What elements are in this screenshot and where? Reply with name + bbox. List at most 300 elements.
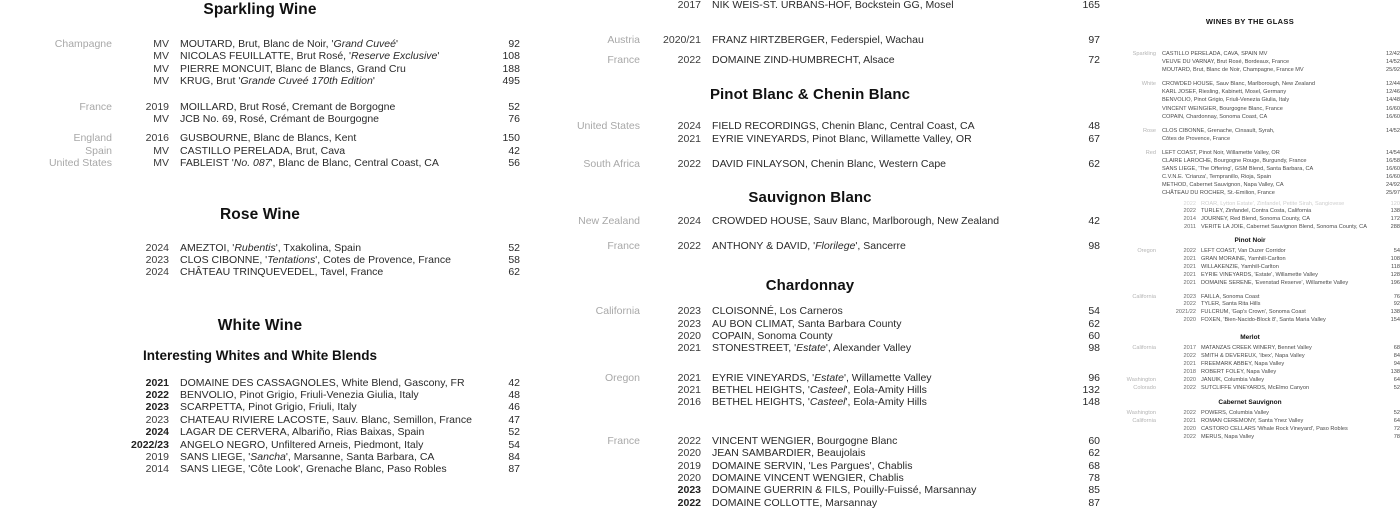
row-name: JCB No. 69, Rosé, Crémant de Bourgogne [180, 112, 380, 125]
row-name: MERUS, Napa Valley [1201, 434, 1255, 441]
row-name: DOMAINE COLLOTTE, Marsannay [712, 496, 878, 509]
row-region [1100, 174, 1162, 182]
table-row[interactable] [520, 158, 1100, 170]
row-region: United States [48, 157, 112, 170]
row-price: 54 [1393, 248, 1400, 255]
table-row[interactable] [0, 414, 520, 426]
row-price: 52 [508, 426, 520, 439]
list-item[interactable] [1100, 280, 1400, 288]
row-price: 42 [1088, 215, 1100, 228]
row-vintage: 2022 [1183, 434, 1196, 441]
row-price: 12/46 [1386, 89, 1400, 96]
row-name: CASTORO CELLARS 'Whale Rock Vineyard', Paso Robles [1201, 426, 1348, 433]
row-region: Oregon [1137, 248, 1156, 255]
row-region [1100, 136, 1162, 144]
table-row[interactable] [0, 242, 520, 254]
row-name: GRAN MORAINE, Yamhill-Carlton [1201, 255, 1286, 262]
table-row[interactable] [0, 377, 520, 389]
list-item[interactable] [1100, 369, 1400, 377]
list-item[interactable] [1100, 106, 1400, 114]
list-item[interactable] [1100, 158, 1400, 166]
row-price: 128 [1390, 271, 1400, 278]
list-item[interactable] [1100, 301, 1400, 309]
row-price: 12/42 [1386, 51, 1400, 57]
list-item[interactable] [1100, 67, 1400, 75]
row-region: France [607, 239, 640, 252]
row-vintage: 2021 [1183, 360, 1196, 367]
row-name-main: EYRIE VINEYARDS, ' [712, 371, 815, 384]
row-price: 92 [508, 38, 520, 50]
list-item[interactable] [1100, 418, 1400, 426]
row-vintage: 2016 [677, 396, 701, 409]
row-region: Austria [607, 34, 640, 47]
row-name-em: Grand Cuveé [333, 38, 396, 50]
row-name: FAILLA, Sonoma Coast [1201, 293, 1260, 300]
row-vintage: 2023 [145, 413, 169, 426]
table-row[interactable] [0, 50, 520, 62]
list-item[interactable] [1100, 377, 1400, 385]
row-price: 150 [502, 132, 520, 145]
row-price: 87 [1088, 496, 1100, 509]
row-price: 138 [1390, 368, 1400, 375]
row-vintage: 2024 [145, 241, 169, 254]
row-name: VINCENT WENGIER, Bourgogne Blanc [712, 434, 898, 447]
row-region [520, 396, 649, 408]
row-region: France [79, 100, 112, 113]
row-vintage: 2022 [677, 434, 701, 447]
row-spacer [520, 228, 1100, 240]
row-name: ANGELO NEGRO, Unfiltered Arneis, Piedmont, Italy [180, 438, 424, 451]
wines-by-the-glass-title: WINES BY THE GLASS [1205, 17, 1295, 26]
row-name [712, 342, 1056, 354]
row-region [520, 133, 649, 145]
table-row[interactable] [0, 132, 520, 144]
section-title-merlot: Merlot [1240, 334, 1260, 342]
row-region [1100, 89, 1162, 97]
row-vintage: 2022 [1183, 384, 1196, 391]
row-name-tail: ', Eola-Amity Hills [845, 396, 927, 409]
row-price: 72 [1088, 53, 1100, 66]
list-item[interactable] [1100, 248, 1400, 256]
row-region [520, 460, 649, 472]
row-region [520, 497, 649, 509]
row-region [0, 50, 121, 62]
table-row[interactable] [520, 460, 1100, 472]
row-price: 62 [1088, 157, 1100, 170]
list-item[interactable] [1100, 136, 1400, 144]
row-region [0, 414, 121, 426]
table-row[interactable] [0, 254, 520, 266]
table-row[interactable] [0, 38, 520, 50]
row-vintage: 2022 [1183, 301, 1196, 308]
row-name: SANS LIEGE, 'Côte Look', Grenache Blanc, Paso Robles [180, 463, 447, 476]
section-title-sauvignon-blanc: Sauvignon Blanc [748, 189, 872, 207]
table-row[interactable] [0, 101, 520, 113]
row-region [1100, 369, 1162, 377]
row-region [520, 342, 649, 354]
table-row[interactable] [0, 389, 520, 401]
row-name-em: Sancha [250, 451, 286, 464]
row-name: DOMAINE ZIND-HUMBRECHT, Alsace [712, 53, 895, 66]
row-region: South Africa [583, 157, 640, 170]
row-vintage: 2021 [1183, 418, 1196, 425]
section-title-pinot-blanc-chenin-blanc: Pinot Blanc & Chenin Blanc [709, 86, 911, 104]
list-item[interactable] [1100, 385, 1400, 393]
table-row[interactable] [520, 54, 1100, 66]
row-vintage: 2022 [677, 53, 701, 66]
table-row[interactable] [0, 463, 520, 475]
list-item[interactable] [1100, 208, 1400, 216]
row-region [1100, 67, 1162, 75]
row-name: SANS LIEGE, 'The Offering', GSM Blend, Santa Barbara, CA [1162, 166, 1314, 173]
column-left [0, 0, 520, 476]
row-name [180, 38, 478, 50]
table-row[interactable] [0, 63, 520, 75]
row-vintage: 2019 [145, 100, 169, 113]
list-item[interactable] [1100, 97, 1400, 105]
row-region [0, 254, 121, 266]
row-vintage: 2022 [677, 239, 701, 252]
row-price: 25/92 [1386, 67, 1400, 74]
row-region [1100, 190, 1162, 198]
list-item[interactable] [1100, 150, 1400, 158]
row-vintage: MV [153, 75, 169, 88]
row-name: ROBERT FOLEY, Napa Valley [1201, 368, 1277, 375]
row-price: 60 [1088, 434, 1100, 447]
rose-wine-table [0, 242, 520, 279]
table-row[interactable] [0, 426, 520, 438]
row-region: Spain [85, 144, 112, 157]
row-region [0, 75, 121, 87]
row-region: United States [576, 120, 640, 133]
table-row[interactable] [520, 372, 1100, 384]
row-name: EYRIE VINEYARDS, Pinot Blanc, Willamette Valley, OR [712, 132, 972, 145]
list-item[interactable] [1100, 272, 1400, 280]
row-name-continuation: Côtes de Provence, France [1162, 135, 1231, 142]
row-name: DOMAINE SERVIN, 'Les Pargues', Chablis [712, 459, 913, 472]
row-region: Oregon [604, 371, 640, 384]
table-row[interactable] [0, 145, 520, 157]
row-region: New Zealand [578, 215, 640, 228]
table-row[interactable] [0, 113, 520, 125]
row-vintage: 2021 [1183, 255, 1196, 262]
table-row[interactable] [520, 240, 1100, 252]
row-name [1201, 442, 1366, 450]
table-row[interactable] [520, 447, 1100, 459]
row-region: Colorado [1133, 384, 1156, 391]
row-vintage: 2017 [677, 0, 701, 11]
row-region [1100, 224, 1162, 232]
row-region [1100, 158, 1162, 166]
row-vintage: 2023 [145, 253, 169, 266]
row-vintage: 2022 [1183, 248, 1196, 255]
row-name: SUTCLIFFE VINEYARDS, McElmo Canyon [1201, 384, 1310, 391]
sparkling-wine-table [0, 38, 520, 170]
row-name: EYRIE VINEYARDS, 'Estate', Willamette Valley [1201, 271, 1318, 278]
row-vintage: 2021 [677, 132, 701, 145]
row-region [1100, 216, 1162, 224]
table-row[interactable] [520, 215, 1100, 227]
cabernet-sauvignon-table [1100, 410, 1400, 449]
section-title-cabernet-sauvignon: Cabernet Sauvignon [1218, 399, 1282, 407]
row-price: 16/60 [1386, 105, 1400, 112]
row-price: 62 [508, 266, 520, 279]
list-item[interactable] [1100, 434, 1400, 442]
list-item[interactable] [1100, 114, 1400, 122]
row-region [1100, 114, 1162, 122]
row-price: 58 [508, 253, 520, 266]
list-item[interactable] [1100, 426, 1400, 434]
row-name-main: MOUTARD, Brut, Blanc de Noir, ' [180, 38, 334, 50]
row-region [1100, 106, 1162, 114]
row-region: Rose [1142, 127, 1156, 134]
list-item[interactable] [1100, 317, 1400, 325]
row-price: 14/52 [1386, 59, 1400, 66]
table-row[interactable] [520, 305, 1100, 317]
row-price: 62 [1088, 317, 1100, 330]
row-price: 495 [502, 75, 520, 88]
pinot-blanc-chenin-table [520, 120, 1100, 170]
row-name-tail: ' [395, 38, 398, 50]
list-item[interactable] [1100, 361, 1400, 369]
row-name-main: STONESTREET, ' [712, 342, 797, 355]
row-name-main: AMEZTOI, ' [180, 241, 235, 254]
row-region [0, 451, 121, 463]
row-name-em: Grande Cuveé 170th Edition [240, 75, 373, 88]
table-row[interactable] [520, 330, 1100, 342]
row-price: 48 [1088, 120, 1100, 133]
list-item[interactable] [1100, 216, 1400, 224]
row-region: Washington [1126, 376, 1156, 383]
row-price: 42 [508, 144, 520, 157]
list-item[interactable] [1100, 353, 1400, 361]
row-name: FIELD RECORDINGS, Chenin Blanc, Central Coast, CA [712, 120, 975, 133]
list-item[interactable] [1100, 294, 1400, 302]
row-name-em: No. 087 [233, 157, 271, 170]
table-row[interactable] [0, 266, 520, 278]
row-price: 56 [508, 157, 520, 170]
list-item[interactable] [1100, 81, 1400, 89]
row-name [712, 396, 1056, 408]
chardonnay-table [520, 305, 1100, 509]
list-item[interactable] [1100, 89, 1400, 97]
row-price: 132 [1082, 384, 1100, 397]
row-name: ROMAN CEREMONY, Santa Ynez Valley [1201, 418, 1304, 425]
row-price: 172 [1390, 216, 1400, 223]
row-name: CHATEAU RIVIERE LACOSTE, Sauv. Blanc, Semillon, France [180, 413, 472, 426]
row-price: 16/60 [1386, 166, 1400, 173]
row-name: TYLER, Santa Rita Hills [1201, 301, 1261, 308]
table-row[interactable] [520, 342, 1100, 354]
row-vintage: 2023 [677, 317, 701, 330]
row-price: 68 [1088, 459, 1100, 472]
row-region [1100, 208, 1162, 216]
row-region [0, 389, 121, 401]
row-region [1100, 272, 1162, 280]
table-row[interactable] [520, 435, 1100, 447]
sauvignon-blanc-table [520, 215, 1100, 252]
row-vintage: 2021 [1183, 263, 1196, 270]
row-price: 165 [1082, 0, 1100, 11]
list-item[interactable] [1100, 256, 1400, 264]
row-region: California [1132, 293, 1156, 300]
row-region [0, 266, 121, 278]
table-row[interactable] [520, 396, 1100, 408]
row-price: 154 [1390, 317, 1400, 324]
list-item[interactable] [1100, 128, 1400, 136]
row-vintage: 2020/21 [663, 34, 701, 47]
row-region [1100, 280, 1162, 288]
row-name-em: Estate [814, 371, 844, 384]
row-price: 14/48 [1386, 97, 1400, 104]
row-price: 42 [508, 376, 520, 389]
row-spacer [520, 11, 1100, 34]
list-item[interactable] [1100, 190, 1400, 198]
row-vintage: 2022 [1183, 208, 1196, 215]
row-price: 67 [1088, 132, 1100, 145]
list-item-faded[interactable] [1100, 201, 1400, 209]
row-vintage: 2022 [677, 157, 701, 170]
list-item[interactable] [1100, 59, 1400, 67]
row-name-main: KRUG, Brut ' [180, 75, 241, 88]
row-price: 24/92 [1386, 182, 1400, 189]
row-name-em: Estate [796, 342, 826, 355]
row-name [180, 75, 478, 87]
row-price: 118 [1391, 263, 1400, 270]
list-item[interactable] [1100, 442, 1400, 450]
row-region [520, 330, 649, 342]
row-region: Champagne [54, 38, 112, 50]
row-name [712, 384, 1056, 396]
row-name-tail: ', Blanc de Blanc, Central Coast, CA [270, 157, 439, 170]
row-name: CASTILLO PERELADA, Brut, Cava [180, 144, 346, 157]
row-spacer [520, 355, 1100, 372]
row-vintage: 2021 [677, 342, 701, 355]
row-vintage: 2023 [145, 401, 169, 414]
table-row[interactable] [0, 157, 520, 169]
row-name: SMITH & DEVEREUX, 'Ibex', Napa Valley [1201, 352, 1305, 359]
list-item[interactable] [1100, 166, 1400, 174]
table-row[interactable] [0, 401, 520, 413]
row-name: CHÂTEAU DU ROCHER, St.-Emilion, France [1162, 190, 1275, 197]
row-name: WILLAKENZIE, Yamhill-Carlton [1201, 263, 1279, 270]
row-region [1100, 442, 1162, 450]
row-region [1100, 317, 1162, 325]
row-name: CLOISONNÉ, Los Carneros [712, 305, 843, 318]
row-vintage: 2024 [145, 426, 169, 439]
row-price: 52 [508, 100, 520, 113]
row-vintage: 2022/23 [131, 438, 169, 451]
row-price: 84 [508, 451, 520, 464]
row-price: 52 [508, 241, 520, 254]
list-item[interactable] [1100, 410, 1400, 418]
row-region [1100, 434, 1162, 442]
section-title-rose-wine: Rose Wine [220, 205, 300, 223]
row-name-main: ANTHONY & DAVID, ' [712, 239, 816, 252]
row-name: MATANZAS CREEK WINERY, Bennet Valley [1201, 345, 1312, 352]
table-row[interactable] [0, 439, 520, 451]
row-region [0, 439, 121, 451]
table-row[interactable] [0, 451, 520, 463]
row-name: COPAIN, Sonoma County [712, 329, 833, 342]
row-name-em: Casteel [809, 396, 846, 409]
row-region [1100, 59, 1162, 67]
row-name-tail: ', Cotes de Provence, France [315, 253, 451, 266]
row-name: DOMAINE DES CASSAGNOLES, White Blend, Gascony, FR [180, 376, 465, 389]
row-price: 16/60 [1386, 113, 1400, 120]
row-price: 47 [508, 413, 520, 426]
row-region [1100, 166, 1162, 174]
row-region [520, 384, 649, 396]
row-price: 288 [1390, 224, 1400, 231]
row-name: ROAR, Lytton Estate', Zinfandel, Petite Sirah, Sangiovese [1201, 200, 1345, 207]
table-row[interactable] [520, 120, 1100, 132]
subsection-title-interesting-whites: Interesting Whites and White Blends [142, 347, 377, 363]
row-name [180, 242, 478, 254]
row-price: 76 [1393, 293, 1400, 300]
riesling-tail-table [520, 0, 1100, 66]
row-vintage: 2019 [145, 451, 169, 464]
row-vintage: MV [153, 144, 169, 157]
table-row[interactable] [520, 472, 1100, 484]
table-row[interactable] [520, 497, 1100, 509]
row-spacer [520, 47, 1100, 54]
row-name: CLAIRE LAROCHE, Bourgogne Rouge, Burgundy, France [1162, 158, 1307, 165]
table-row[interactable] [520, 0, 1100, 11]
row-name: C.V.N.E. 'Crianza', Tempranillo, Rioja, Spain [1162, 174, 1272, 181]
row-name: VEUVE DU VARNAY, Brut Rosé, Bordeaux, France [1162, 59, 1290, 66]
row-name: SCARPETTA, Pinot Grigio, Friuli, Italy [180, 401, 357, 414]
row-name [180, 50, 478, 62]
row-vintage: 2024 [145, 266, 169, 279]
list-item[interactable] [1100, 264, 1400, 272]
column-right-wines-by-the-glass [1100, 0, 1400, 450]
list-item[interactable] [1100, 345, 1400, 353]
row-price: 188 [502, 62, 520, 75]
table-row[interactable] [520, 34, 1100, 46]
row-vintage: 2020 [677, 472, 701, 485]
row-vintage: 2014 [145, 463, 169, 476]
row-name: DAVID FINLAYSON, Chenin Blanc, Western Cape [712, 157, 947, 170]
glass-sparkling-table [1100, 51, 1400, 199]
row-price: 98 [1088, 342, 1100, 355]
table-row[interactable] [0, 75, 520, 87]
row-price: 60 [1088, 329, 1100, 342]
row-region [520, 318, 649, 330]
pinot-noir-table [1100, 248, 1400, 325]
list-item[interactable] [1100, 224, 1400, 232]
table-row[interactable] [520, 484, 1100, 496]
list-item[interactable] [1100, 51, 1400, 59]
row-name: FRANZ HIRTZBERGER, Federspiel, Wachau [712, 34, 924, 47]
row-name: TURLEY, Zinfandel, Contra Costa, California [1201, 208, 1312, 215]
row-price [1366, 136, 1400, 144]
row-vintage: 2021 [145, 376, 169, 389]
table-row[interactable] [520, 133, 1100, 145]
list-item[interactable] [1100, 309, 1400, 317]
row-name: LEFT COAST, Pinot Noir, Willamette Valley, OR [1162, 149, 1280, 156]
row-price: 84 [1393, 352, 1400, 359]
table-row[interactable] [520, 384, 1100, 396]
row-price: 98 [1088, 239, 1100, 252]
table-row[interactable] [520, 318, 1100, 330]
row-price: 54 [1088, 305, 1100, 318]
row-name-main: CLOS CIBONNE, ' [180, 253, 268, 266]
list-item[interactable] [1100, 174, 1400, 182]
row-name: LAGAR DE CERVERA, Albariño, Rias Baixas, Spain [180, 426, 425, 439]
row-name: METHOD, Cabernet Sauvignon, Napa Valley, CA [1162, 182, 1284, 189]
row-price: 14/54 [1386, 149, 1400, 156]
